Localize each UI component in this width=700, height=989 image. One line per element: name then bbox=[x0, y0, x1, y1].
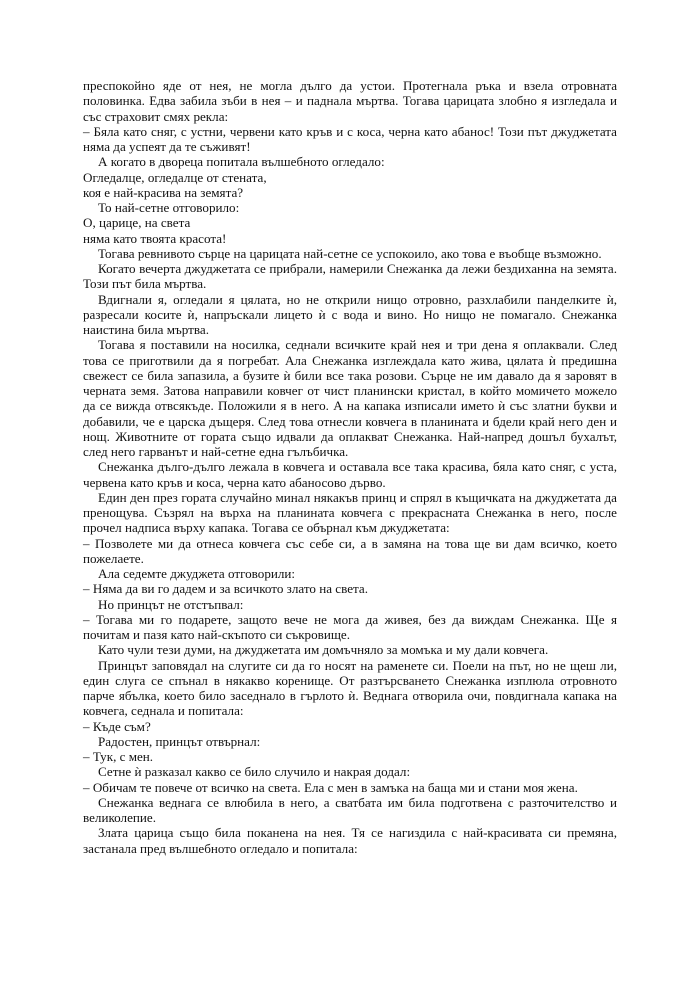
paragraph: Но принцът не отстъпвал: bbox=[98, 596, 244, 612]
paragraph: Тогава ревнивото сърце на царицата най-сетне се успокоило, ако това е въобще възможно. bbox=[98, 245, 602, 261]
paragraph: – Бяла като сняг, с устни, червени като кръв и с коса, черна като абанос! Този път джуджетата няма да успеят да те съживят! bbox=[83, 123, 617, 154]
paragraph: Сетне ѝ разказал какво се било случило и накрая додал: bbox=[98, 764, 411, 780]
paragraph: Радостен, принцът отвърнал: bbox=[98, 733, 261, 749]
paragraph: Ала седемте джуджета отговорили: bbox=[98, 566, 296, 581]
verse-line: О, царице, на света bbox=[83, 215, 191, 231]
paragraph: Като чули тези думи, на джуджетата им домъчняло за момъка и му дали ковчега. bbox=[98, 642, 549, 658]
paragraph: Тогава я поставили на носилка, седнали всичките край нея и три дена я оплаквали. След това се приготвили да я погребат. Ала Снежанка изглеждала като жива, цялата ѝ предишна свежест се била запазила, а бузите ѝ били все така розови. Сърце не им давало да я заровят в черната земя. Затова направили ковчег от чист планински кристал, в който момичето можело да се вижда отвсякъде. Положили я в него. А на капака изписали името ѝ със златни букви и добавили, че е царска дъщеря. След това отнесли ковчега в планината и бдели край него ден и нощ. Животните от гората също идвали да оплакват Снежанка. Най-напред дошъл бухалът, след него гарванът и най-сетне една гълъбичка. bbox=[83, 337, 617, 459]
dialogue-line: – Няма да ви го дадем и за всичкото злато на света. bbox=[83, 581, 368, 597]
dialogue-line: – Обичам те повече от всичко на света. Ела с мен в замъка на баща ми и стани моя жена. bbox=[83, 779, 578, 795]
dialogue-line: – Позволете ми да отнеса ковчега със себе си, а в замяна на това ще ви дам всичко, което пожелаете. bbox=[83, 535, 617, 566]
paragraph: Принцът заповядал на слугите си да го носят на раменете си. Поели на път, но не щеш ли, един слуга се спънал в някакво коренище. От разтърсването Снежанка изплюла отровното парче ябълка, което било заседнало в гърлото ѝ. Веднага отворила очи, повдигнала капака на ковчега, седнала и попитала: bbox=[83, 657, 617, 719]
paragraph: Снежанка дълго-дълго лежала в ковчега и оставала все така красива, бяла като сняг, с уста, червена като кръв и коса, черна като абаносово дърво. bbox=[83, 459, 617, 490]
dialogue-line: – Къде съм? bbox=[83, 718, 151, 734]
dialogue-line: – Тук, с мен. bbox=[83, 749, 154, 764]
paragraph: Един ден през гората случайно минал някакъв принц и спрял в къщичката на джуджетата да пренощува. Съзрял на върха на планината ковчега с прекрасната Снежанка в него, после прочел надписа върху капака. Тогава се обърнал към джуджетата: bbox=[83, 489, 617, 536]
paragraph: Снежанка веднага се влюбила в него, а сватбата им била подготвена с разточителство и великолепие. bbox=[83, 794, 617, 825]
verse-line: няма като твоята красота! bbox=[83, 230, 227, 246]
paragraph: То най-сетне отговорило: bbox=[98, 200, 240, 215]
paragraph: Когато вечерта джуджетата се прибрали, намерили Снежанка да лежи бездиханна на земята. Този път била мъртва. bbox=[83, 261, 617, 292]
story-text bbox=[83, 78, 617, 856]
paragraph: преспокойно яде от нея, не могла дълго да устои. Протегнала ръка и взела отровната половинка. Едва забила зъби в нея – и паднала мъртва. Тогава царицата злобно я изгледала и със страховит смях рекла: bbox=[83, 78, 617, 124]
paragraph: Злата царица също била поканена на нея. Тя се нагиздила с най-красивата си премяна, застанала пред вълшебното огледало и попитала: bbox=[83, 825, 617, 856]
verse-line: Огледалце, огледалце от стената, bbox=[83, 169, 267, 185]
dialogue-line: – Тогава ми го подарете, защото вече не мога да живея, без да виждам Снежанка. Ще я почитам и пазя като най-скъпото си съкровище. bbox=[83, 611, 617, 642]
paragraph: Вдигнали я, огледали я цялата, но не открили нищо отровно, разхлабили панделките ѝ, разресали косите ѝ, напръскали лицето ѝ с вода и вино. Но нищо не помагало. Снежанка наистина била мъртва. bbox=[83, 291, 617, 337]
paragraph: А когато в двореца попитала вълшебното огледало: bbox=[98, 154, 385, 170]
verse-line: коя е най-красива на земята? bbox=[83, 184, 244, 200]
